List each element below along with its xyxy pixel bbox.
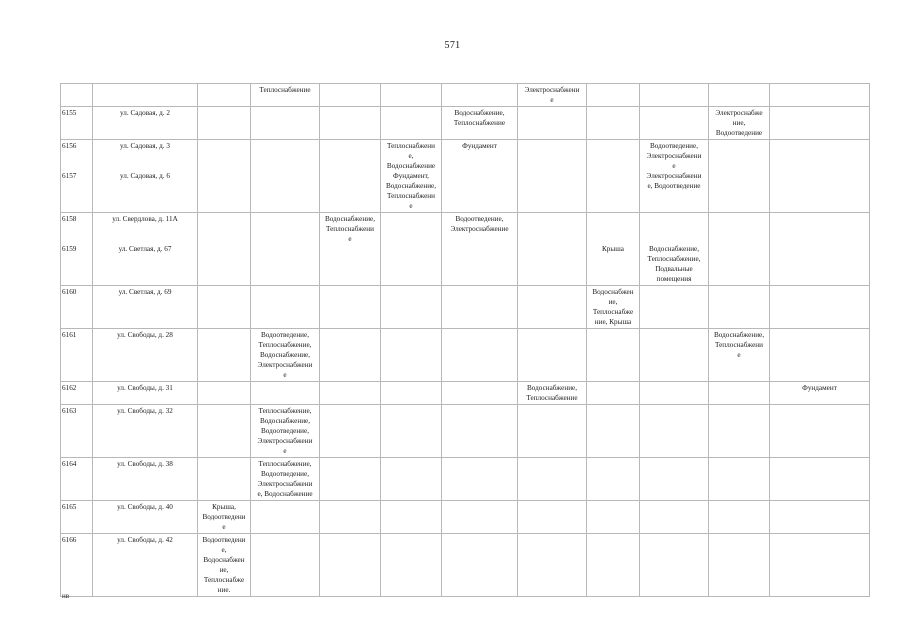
address-cell: ул. Свободы, д. 40	[93, 501, 198, 534]
work-cell: Водоотведение, Теплоснабжение, Водоснабжение, Электроснабжени е	[251, 329, 320, 382]
work-cell	[381, 382, 442, 405]
work-cell	[381, 329, 442, 382]
work-cell	[198, 329, 251, 382]
work-cell	[442, 534, 518, 597]
work-cell	[770, 107, 870, 140]
address-cell: ул. Свободы, д. 28	[93, 329, 198, 382]
address-cell: ул. Свободы, д. 31	[93, 382, 198, 405]
page-number: 571	[444, 40, 461, 51]
work-cell	[770, 140, 870, 213]
work-cell: Водоснабжение, Теплоснабжени е	[320, 213, 381, 286]
work-cell	[770, 458, 870, 501]
work-cell	[251, 213, 320, 286]
row-number-cell: 6156 6157	[61, 140, 93, 213]
work-cell	[587, 458, 640, 501]
row-number-cell: 6155	[61, 107, 93, 140]
registry-body	[61, 84, 870, 597]
work-cell	[442, 329, 518, 382]
work-cell	[518, 501, 587, 534]
work-cell	[587, 329, 640, 382]
table-row	[61, 458, 870, 501]
work-cell	[442, 405, 518, 458]
work-cell: Крыша, Водоотведени е	[198, 501, 251, 534]
work-cell	[251, 107, 320, 140]
address-cell: ул. Садовая, д. 2	[93, 107, 198, 140]
work-cell	[251, 286, 320, 329]
work-cell: Водоотведение, Электроснабжение	[442, 213, 518, 286]
table-row	[61, 213, 870, 286]
work-cell	[320, 107, 381, 140]
work-cell: Водоснабжение, Теплоснабжение, Подвальные помещения	[640, 213, 709, 286]
address-cell: ул. Садовая, д. 3 ул. Садовая, д. 6	[93, 140, 198, 213]
work-cell	[587, 107, 640, 140]
work-cell	[381, 84, 442, 107]
footer-mark: нв	[62, 592, 70, 600]
work-cell	[198, 382, 251, 405]
work-cell	[518, 286, 587, 329]
work-cell	[640, 501, 709, 534]
work-cell	[640, 107, 709, 140]
work-cell	[198, 84, 251, 107]
work-cell	[518, 140, 587, 213]
work-cell	[770, 84, 870, 107]
work-cell	[518, 405, 587, 458]
work-cell	[320, 534, 381, 597]
work-cell	[770, 213, 870, 286]
work-cell	[381, 501, 442, 534]
work-cell	[518, 534, 587, 597]
row-number-cell	[61, 84, 93, 107]
row-number-cell: 6158 6159	[61, 213, 93, 286]
table-row	[61, 534, 870, 597]
work-cell: Водоотведение, Электроснабжени е Электроснабжени е, Водоотведение	[640, 140, 709, 213]
work-cell: Теплоснабжение	[251, 84, 320, 107]
row-number-cell: 6165	[61, 501, 93, 534]
work-cell	[640, 458, 709, 501]
work-cell: Водоотведени е, Водоснабжен ие, Теплоснабже ние.	[198, 534, 251, 597]
work-cell	[320, 501, 381, 534]
work-cell	[442, 286, 518, 329]
work-cell: Водоснабжение, Теплоснабжение	[442, 107, 518, 140]
work-cell	[381, 405, 442, 458]
work-cell: Водоснабжение, Теплоснабжени е	[709, 329, 770, 382]
address-cell	[93, 84, 198, 107]
address-cell: ул. Свердлова, д. 11А ул. Светлая, д. 67	[93, 213, 198, 286]
table-row	[61, 382, 870, 405]
work-cell	[320, 458, 381, 501]
work-cell	[320, 329, 381, 382]
registry-table	[60, 83, 870, 597]
work-cell	[640, 405, 709, 458]
work-cell	[518, 107, 587, 140]
work-cell	[381, 213, 442, 286]
work-cell	[587, 501, 640, 534]
work-cell	[198, 286, 251, 329]
work-cell	[709, 84, 770, 107]
work-cell	[770, 534, 870, 597]
work-cell	[770, 405, 870, 458]
work-cell	[198, 140, 251, 213]
table-row	[61, 501, 870, 534]
work-cell	[320, 286, 381, 329]
table-row	[61, 140, 870, 213]
work-cell	[770, 329, 870, 382]
work-cell	[518, 458, 587, 501]
work-cell	[442, 501, 518, 534]
table-row	[61, 329, 870, 382]
work-cell	[251, 382, 320, 405]
work-cell	[251, 140, 320, 213]
work-cell	[320, 84, 381, 107]
work-cell	[381, 458, 442, 501]
work-cell	[587, 84, 640, 107]
row-number-cell: 6162	[61, 382, 93, 405]
work-cell	[640, 382, 709, 405]
work-cell	[442, 84, 518, 107]
table-row	[61, 84, 870, 107]
work-cell: Водоснабжение, Теплоснабжение	[518, 382, 587, 405]
work-cell	[320, 140, 381, 213]
work-cell	[640, 534, 709, 597]
address-cell: ул. Свободы, д. 32	[93, 405, 198, 458]
work-cell	[198, 458, 251, 501]
work-cell	[770, 286, 870, 329]
address-cell: ул. Светлая, д. 69	[93, 286, 198, 329]
work-cell	[518, 329, 587, 382]
table-row	[61, 286, 870, 329]
work-cell	[320, 382, 381, 405]
work-cell	[709, 501, 770, 534]
work-cell	[640, 329, 709, 382]
work-cell: Теплоснабжени е, Водоснабжение Фундамент, Водоснабжение, Теплоснабжени е	[381, 140, 442, 213]
work-cell	[640, 286, 709, 329]
work-cell	[381, 286, 442, 329]
work-cell	[251, 534, 320, 597]
work-cell	[640, 84, 709, 107]
work-cell	[587, 405, 640, 458]
work-cell	[442, 458, 518, 501]
row-number-cell: 6161	[61, 329, 93, 382]
work-cell	[709, 534, 770, 597]
work-cell	[198, 107, 251, 140]
work-cell: Электроснабжени е	[518, 84, 587, 107]
work-cell	[587, 140, 640, 213]
work-cell	[320, 405, 381, 458]
work-cell: Теплоснабжение, Водоснабжение, Водоотведение, Электроснабжени е	[251, 405, 320, 458]
work-cell	[198, 405, 251, 458]
work-cell: Фундамент	[770, 382, 870, 405]
address-cell: ул. Свободы, д. 38	[93, 458, 198, 501]
work-cell	[442, 382, 518, 405]
row-number-cell: 6166	[61, 534, 93, 597]
work-cell	[251, 501, 320, 534]
work-cell	[587, 382, 640, 405]
work-cell	[709, 382, 770, 405]
work-cell	[770, 501, 870, 534]
work-cell: Крыша	[587, 213, 640, 286]
table-row	[61, 107, 870, 140]
work-cell	[381, 534, 442, 597]
work-cell: Электроснабже ние, Водоотведение	[709, 107, 770, 140]
work-cell: Водоснабжен ие, Теплоснабже ние, Крыша	[587, 286, 640, 329]
row-number-cell: 6160	[61, 286, 93, 329]
work-cell: Теплоснабжение, Водоотведение, Электроснабжени е, Водоснабжение	[251, 458, 320, 501]
work-cell	[587, 534, 640, 597]
work-cell	[518, 213, 587, 286]
work-cell	[709, 140, 770, 213]
work-cell	[198, 213, 251, 286]
work-cell	[709, 458, 770, 501]
work-cell	[709, 405, 770, 458]
work-cell: Фундамент	[442, 140, 518, 213]
row-number-cell: 6164	[61, 458, 93, 501]
address-cell: ул. Свободы, д. 42	[93, 534, 198, 597]
work-cell	[381, 107, 442, 140]
row-number-cell: 6163	[61, 405, 93, 458]
work-cell	[709, 286, 770, 329]
work-cell	[709, 213, 770, 286]
table-row	[61, 405, 870, 458]
